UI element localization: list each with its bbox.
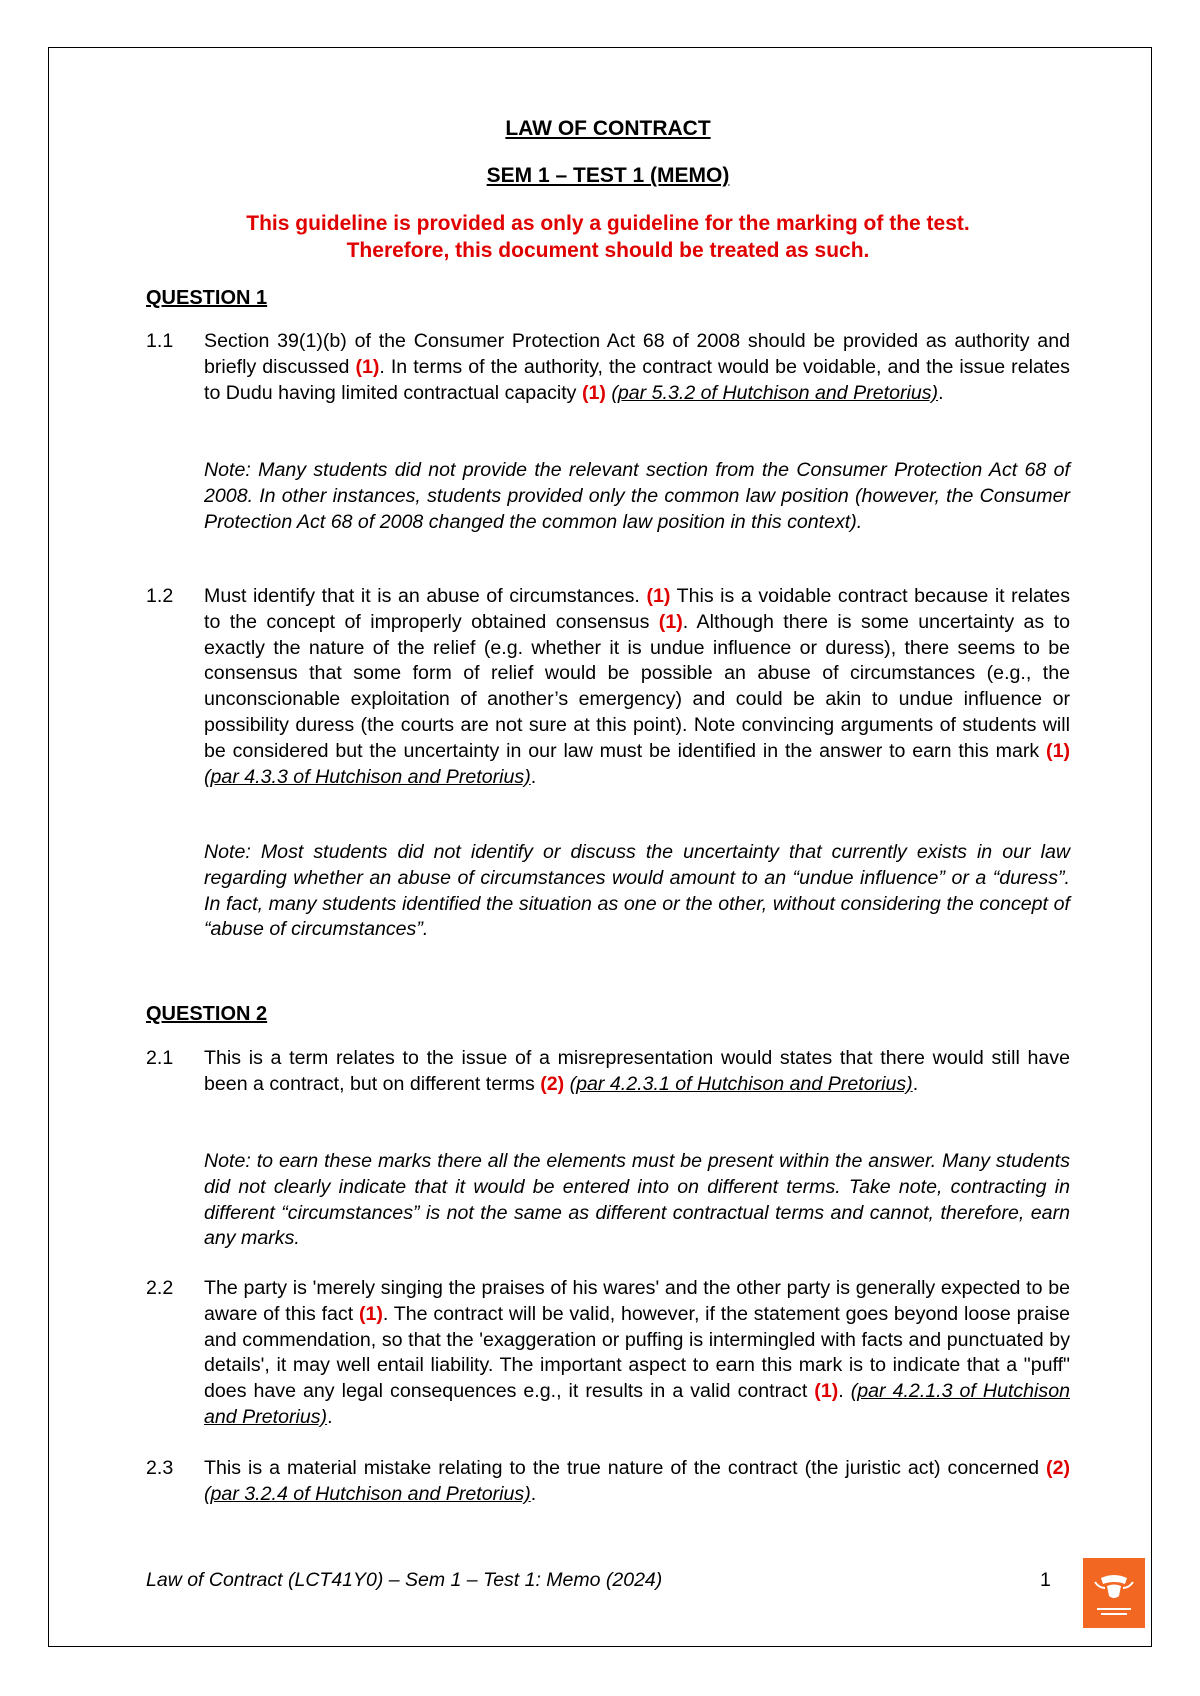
- mark-badge: (1): [814, 1380, 839, 1403]
- page-number: 1: [1040, 1569, 1051, 1591]
- guideline-notice: [146, 210, 1070, 264]
- question-1-heading: QUESTION 1: [146, 287, 268, 309]
- answer-2-2: [146, 1276, 1070, 1431]
- textbook-reference: (par 4.2.1.3 of Hutchison and Pretorius): [204, 1380, 1070, 1428]
- document-title: LAW OF CONTRACT: [505, 117, 711, 140]
- guideline-line-2: Therefore, this document should be treated as such.: [346, 239, 870, 262]
- answer-1-2: [146, 584, 1070, 790]
- textbook-reference: (par 4.2.3.1 of Hutchison and Pretorius): [569, 1072, 913, 1095]
- answer-number: 2.2: [146, 1277, 174, 1299]
- mark-badge: (1): [358, 1302, 383, 1325]
- mark-badge: (2): [1046, 1457, 1070, 1479]
- document-subtitle: SEM 1 – TEST 1 (MEMO): [486, 164, 730, 187]
- mark-badge: (1): [355, 355, 380, 378]
- answer-1-1: [146, 329, 1070, 406]
- answer-text: Must identify that it is an abuse of circumstances. (1) This is a voidable contract because it relates to the concept of improperly obtained consensus (1). Although there is some uncertainty as to exactly the nature of the relief (e.g. whether it is undue influence or duress), there seems to be consensus that some form of relief would be possible an abuse of circumstances (e.g., the unconscionable exploitation of another’s emergency) and could be akin to undue influence or possibility duress (the courts are not sure at this point). Note convincing arguments of students will be considered but the uncertainty in our law must be identified in the answer to earn this mark (1) (par 4.3.3 of Hutchison and Pretorius).: [204, 585, 1070, 788]
- answer-text: This is a material mistake relating to the true nature of the contract (the juristic act) concerned (2) (par 3.2.4 of Hutchison and Pretorius).: [204, 1457, 1070, 1505]
- guideline-line-1: This guideline is provided as only a guideline for the marking of the test.: [246, 212, 970, 235]
- mark-badge: (1): [581, 381, 606, 404]
- answer-2-3: [146, 1456, 1070, 1508]
- answer-text: The party is 'merely singing the praises of his wares' and the other party is generally expected to be aware of this fact (1). The contract will be valid, however, if the statement goes beyond loose praise and commendation, so that the 'exaggeration or puffing is intermingled with facts and punctuated by details', it may well entail liability. The important aspect to earn this mark is to indicate that a "puff" does have any legal consequences e.g., it results in a valid contract (1). (par 4.2.1.3 of Hutchison and Pretorius).: [204, 1277, 1070, 1428]
- mark-badge: (1): [646, 585, 671, 607]
- textbook-reference: (par 5.3.2 of Hutchison and Pretorius): [611, 381, 939, 404]
- marker-note-1-2: Note: Most students did not identify or discuss the uncertainty that currently exists in our law regarding whether an abuse of circumstances would amount to an “undue influence” or a “duress”. In fact, many students identified the situation as one or the other, without considering the concept of “abuse of circumstances”.: [204, 841, 1070, 941]
- university-crest-icon: [1083, 1558, 1145, 1628]
- mark-badge: (2): [540, 1072, 565, 1095]
- mark-badge: (1): [658, 610, 683, 633]
- textbook-reference: (par 4.3.3 of Hutchison and Pretorius): [204, 765, 531, 788]
- answer-number: 1.1: [146, 330, 174, 352]
- marker-note-2-1: Note: to earn these marks there all the elements must be present within the answer. Many students did not clearly indicate that it would be entered into on different terms. Take note, contracting in different “circumstances” is not the same as different contractual terms and cannot, therefore, earn any marks.: [204, 1150, 1070, 1250]
- marker-note-1-1: Note: Many students did not provide the relevant section from the Consumer Protection Act 68 of 2008. In other instances, students provided only the common law position (however, the Consumer Protection Act 68 of 2008 changed the common law position in this context).: [204, 459, 1070, 533]
- textbook-reference: (par 3.2.4 of Hutchison and Pretorius): [204, 1482, 531, 1505]
- answer-number: 2.1: [146, 1047, 174, 1069]
- answer-2-1: [146, 1046, 1070, 1098]
- question-2-heading: QUESTION 2: [146, 1003, 268, 1025]
- mark-badge: (1): [1046, 739, 1070, 762]
- answer-number: 1.2: [146, 585, 174, 607]
- answer-text: Section 39(1)(b) of the Consumer Protection Act 68 of 2008 should be provided as authority and briefly discussed (1). In terms of the authority, the contract would be voidable, and the issue relates to Dudu having limited contractual capacity (1) (par 5.3.2 of Hutchison and Pretorius).: [204, 330, 1070, 404]
- answer-text: This is a term relates to the issue of a misrepresentation would states that there would still have been a contract, but on different terms (2) (par 4.2.3.1 of Hutchison and Pretorius).: [204, 1047, 1070, 1095]
- answer-number: 2.3: [146, 1457, 174, 1479]
- page-footer: Law of Contract (LCT41Y0) – Sem 1 – Test 1: Memo (2024): [146, 1569, 663, 1591]
